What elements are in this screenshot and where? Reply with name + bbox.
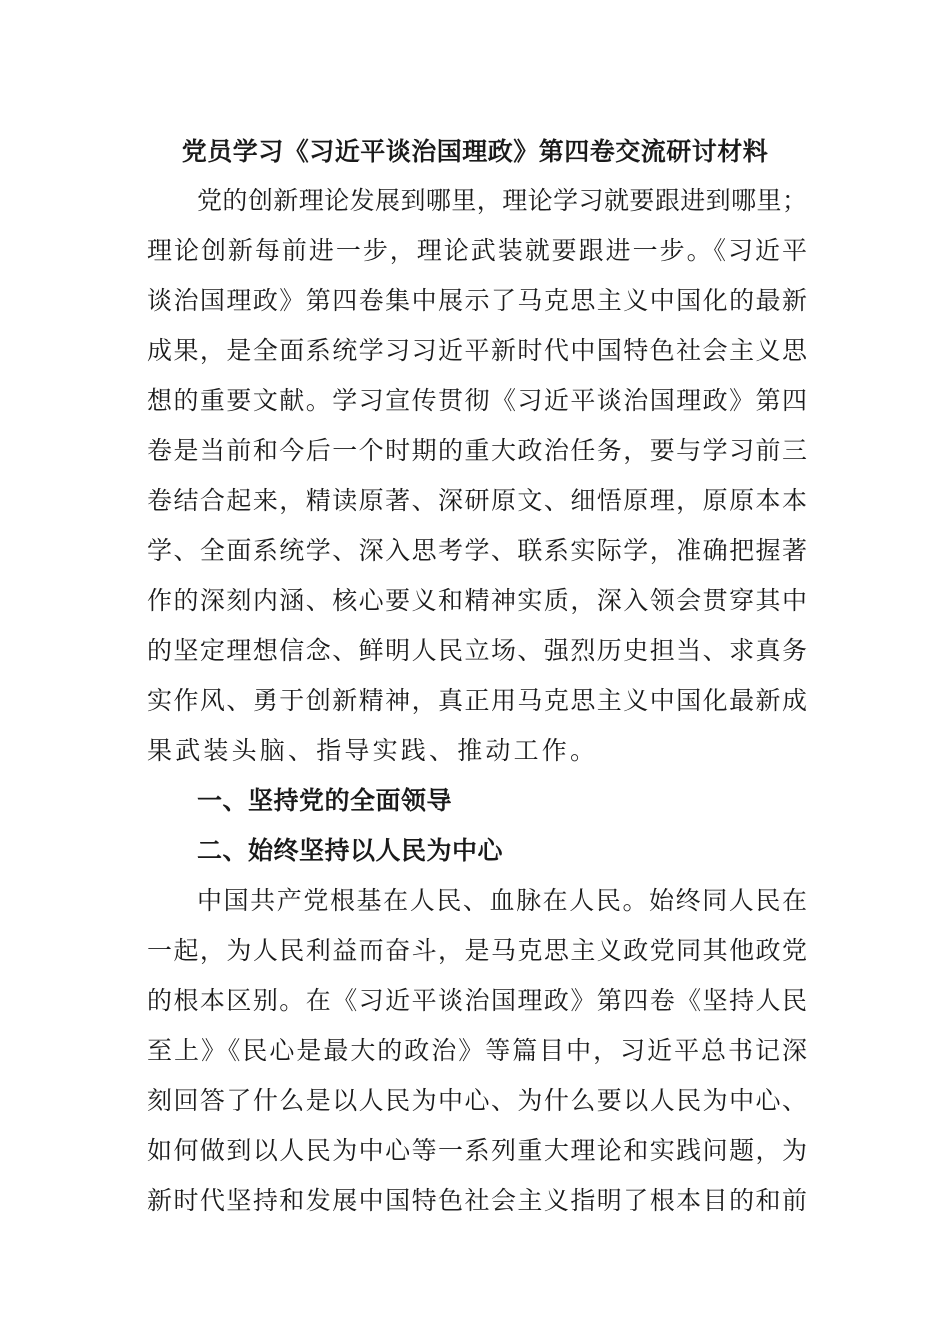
section-heading: 二、始终坚持以人民为中心 (197, 836, 504, 865)
paragraph-line: 的坚定理想信念、鲜明人民立场、强烈历史担当、求真务 (147, 636, 807, 665)
paragraph-line: 至上》《民心是最大的政治》等篇目中，习近平总书记深 (147, 1036, 807, 1065)
paragraph-line: 的根本区别。在《习近平谈治国理政》第四卷《坚持人民 (147, 986, 807, 1015)
paragraph-line: 卷是当前和今后一个时期的重大政治任务，要与学习前三 (147, 436, 807, 465)
paragraph-line: 谈治国理政》第四卷集中展示了马克思主义中国化的最新 (147, 286, 807, 315)
paragraph-line: 想的重要文献。学习宣传贯彻《习近平谈治国理政》第四 (147, 386, 807, 415)
paragraph-line: 成果，是全面系统学习习近平新时代中国特色社会主义思 (147, 336, 807, 365)
paragraph-line: 如何做到以人民为中心等一系列重大理论和实践问题，为 (147, 1136, 807, 1165)
document-title: 党员学习《习近平谈治国理政》第四卷交流研讨材料 (181, 137, 769, 166)
section-heading: 一、坚持党的全面领导 (197, 786, 453, 815)
paragraph-line: 学、全面系统学、深入思考学、联系实际学，准确把握著 (147, 536, 807, 565)
paragraph-line: 刻回答了什么是以人民为中心、为什么要以人民为中心、 (147, 1086, 807, 1115)
paragraph-line: 果武装头脑、指导实践、推动工作。 (147, 736, 599, 765)
paragraph-line: 理论创新每前进一步，理论武装就要跟进一步。《习近平 (147, 236, 807, 265)
paragraph-line: 卷结合起来，精读原著、深研原文、细悟原理，原原本本 (147, 486, 807, 515)
paragraph-line: 作的深刻内涵、核心要义和精神实质，深入领会贯穿其中 (147, 586, 807, 615)
paragraph-line: 实作风、勇于创新精神，真正用马克思主义中国化最新成 (147, 686, 807, 715)
paragraph-line: 党的创新理论发展到哪里，理论学习就要跟进到哪里； (197, 186, 807, 215)
paragraph-line: 新时代坚持和发展中国特色社会主义指明了根本目的和前 (147, 1186, 807, 1215)
paragraph-line: 一起，为人民利益而奋斗，是马克思主义政党同其他政党 (147, 936, 807, 965)
paragraph-line: 中国共产党根基在人民、血脉在人民。始终同人民在 (197, 886, 807, 915)
